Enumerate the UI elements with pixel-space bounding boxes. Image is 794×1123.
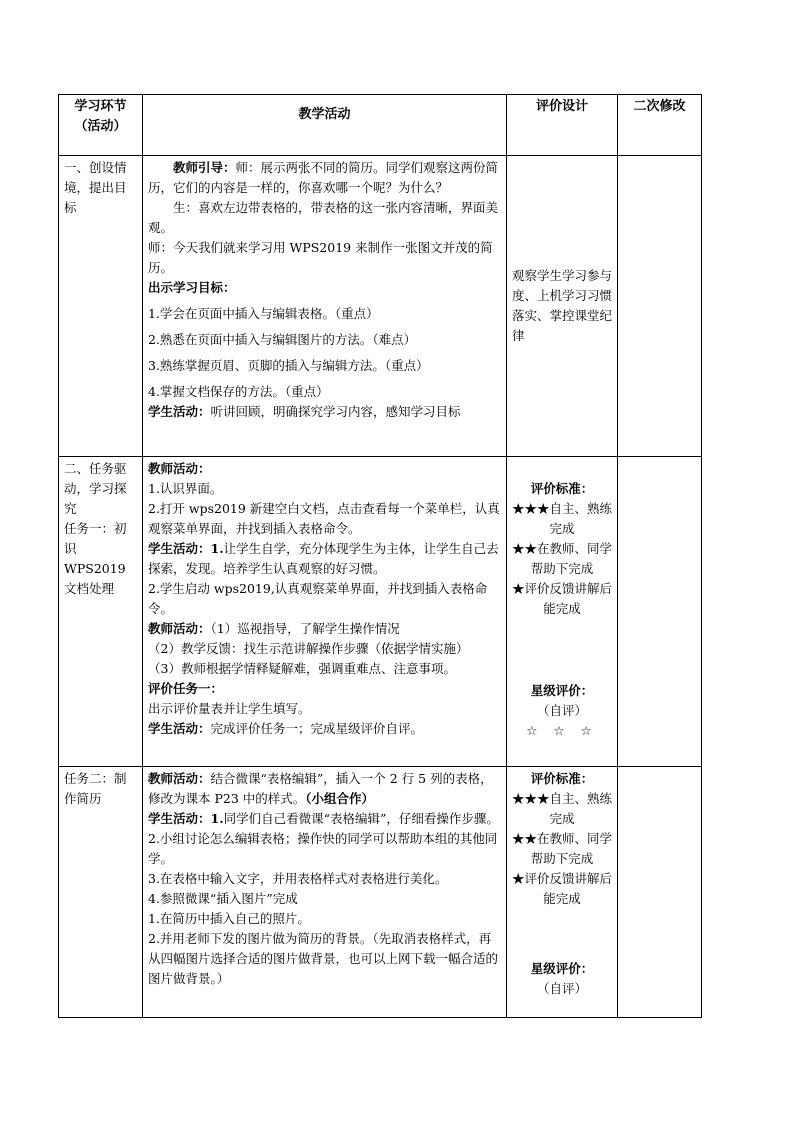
stage-cell: 一、创设情境，提出目标	[59, 156, 143, 457]
eval-criteria-item: ★★在教师、同学帮助下完成	[512, 831, 613, 866]
activity-text: （3）教师根据学情释疑解难，强调重难点、注意事项。	[148, 661, 456, 676]
activity-text: 1.在简历中插入自己的照片。	[148, 911, 310, 926]
activity-text: 完成评价任务一；完成星级评价自评。	[210, 721, 424, 736]
activity-text: 同学们自己看微课“表格编辑”，仔细看操作步骤。	[223, 811, 499, 826]
header-stage: 学习环节（活动）	[59, 95, 143, 156]
eval-criteria-title: 评价标准：	[530, 771, 594, 786]
revision-cell	[618, 156, 702, 457]
activity-text: 2.学生启动 wps2019,认真观察菜单界面，并找到插入表格命令。	[148, 581, 488, 616]
activity-cell	[143, 457, 507, 767]
activity-label: 学生活动：	[148, 404, 211, 419]
eval-cell	[507, 457, 618, 767]
eval-criteria-title: 评价标准：	[530, 481, 594, 496]
activity-text: （2）教学反馈：找生示范讲解操作步骤（依据学情实施）	[148, 641, 469, 656]
eval-criteria-item: ★评价反馈讲解后能完成	[512, 581, 613, 616]
stage-text: 二、任务驱动，学习探究 任务一：初识 WPS2019 文档处理	[64, 461, 127, 596]
activity-text: 2.小组讨论怎么编辑表格；操作快的同学可以帮助本组的其他同学。	[148, 831, 498, 866]
header-revision: 二次修改	[618, 95, 702, 156]
activity-text: 听讲回顾，明确探究学习内容，感知学习目标	[210, 404, 461, 419]
activity-label: 教师活动：	[148, 621, 211, 636]
activity-text: 3.在表格中输入文字，并用表格样式对表格进行美化。	[148, 871, 448, 886]
stage-cell	[59, 457, 143, 767]
eval-cell	[507, 767, 618, 1018]
activity-label: 学生活动：1.	[148, 541, 224, 556]
activity-text: 4.参照微课“插入图片”完成	[148, 891, 298, 906]
lesson-plan-table	[58, 94, 702, 1018]
table-row	[59, 156, 702, 457]
activity-label: 学生活动：	[148, 721, 211, 736]
goal-item: 1.学会在页面中插入与编辑表格。（重点）	[148, 306, 379, 321]
activity-text: 让学生自学，充分体现学生为主体，让学生自己去探索，发现。培养学生认真观察的好习惯。	[148, 541, 499, 576]
star-rating-title: 星级评价：	[530, 961, 594, 976]
activity-text: 生：喜欢左边带表格的，带表格的这一张内容清晰，界面美观。	[148, 200, 499, 235]
activity-label: 教师活动：	[148, 771, 211, 786]
revision-cell	[618, 767, 702, 1018]
header-activity: 教学活动	[143, 95, 507, 156]
activity-text: 2.打开 wps2019 新建空白文档，点击查看每一个菜单栏，认真观察菜单界面，并找到插入表格命令。	[148, 501, 500, 536]
activity-cell	[143, 156, 507, 457]
eval-cell: 观察学生学习参与度、上机学习习惯落实、掌控课堂纪律	[507, 156, 618, 457]
activity-text: 师：展示两张不同的简历。同学们观察这两份简历，它们的内容是一样的，你喜欢哪一个呢？为什么？	[148, 160, 499, 195]
eval-criteria-item: ★★在教师、同学帮助下完成	[512, 541, 613, 576]
eval-criteria-item: ★评价反馈讲解后能完成	[512, 871, 613, 906]
eval-criteria-item: ★★★自主、熟练完成	[512, 791, 613, 826]
activity-label: 出示学习目标：	[148, 280, 236, 295]
activity-text: 出示评价量表并让学生填写。	[148, 701, 311, 716]
activity-label: 评价任务一：	[148, 681, 224, 696]
goal-item: 4.掌握文档保存的方法。（重点）	[148, 384, 329, 399]
activity-text: 师：今天我们就来学习用 WPS2019 来制作一张图文并茂的简历。	[148, 240, 493, 275]
revision-cell	[618, 457, 702, 767]
table-row	[59, 767, 702, 1018]
activity-label: （小组合作）	[305, 791, 375, 806]
header-eval: 评价设计	[507, 95, 618, 156]
activity-cell	[143, 767, 507, 1018]
activity-label: 教师活动：	[148, 461, 211, 476]
star-rating-title: 星级评价：	[530, 683, 594, 698]
star-rating-marks: ☆ ☆ ☆	[526, 723, 598, 738]
star-rating-note: （自评）	[536, 703, 587, 718]
header-row	[59, 95, 702, 156]
activity-text: （1）巡视指导，了解学生操作情况	[210, 621, 400, 636]
eval-criteria-item: ★★★自主、熟练完成	[512, 501, 613, 536]
star-rating-note: （自评）	[536, 981, 587, 996]
stage-cell: 任务二：制作简历	[59, 767, 143, 1018]
table-row	[59, 457, 702, 767]
activity-label: 学生活动：1.	[148, 811, 224, 826]
goal-item: 2.熟悉在页面中插入与编辑图片的方法。（难点）	[148, 332, 417, 347]
activity-text: 结合微课“表格编辑”，插入一个 2 行 5 列的表格，修改为课本 P23 中的样式。	[148, 771, 493, 806]
activity-text: 1.认识界面。	[148, 481, 223, 496]
activity-text: 2.并用老师下发的图片做为简历的背景。（先取消表格样式，再从四幅图片选择合适的图片做背景，也可以上网下载一幅合适的图片做背景。）	[148, 931, 499, 986]
goal-item: 3.熟练掌握页眉、页脚的插入与编辑方法。（重点）	[148, 358, 429, 373]
activity-label: 教师引导：	[173, 160, 236, 175]
